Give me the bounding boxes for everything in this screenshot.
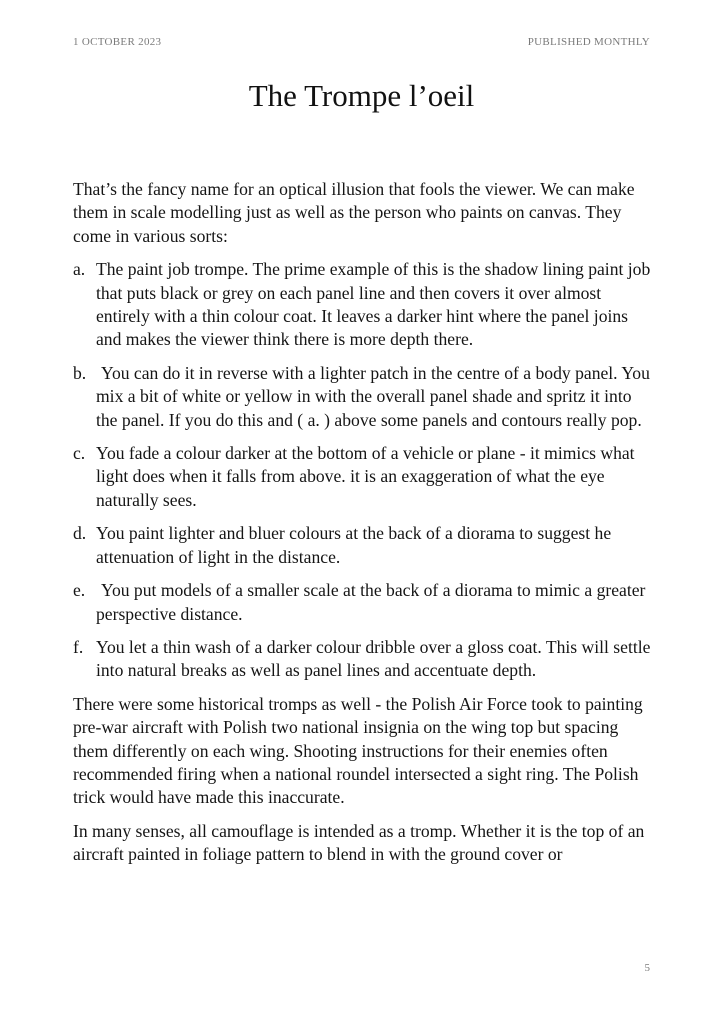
list-item-text: You fade a colour darker at the bottom of a vehicle or plane - it mimics what light does when it falls from above. it is an exaggeration of what the eye naturally sees.	[96, 443, 635, 510]
list-item-text: You can do it in reverse with a lighter patch in the centre of a body panel. You mix a bit of white or yellow in with the overall panel shade and spritz it into the panel. If you do this and ( a. ) above some panels and contours really pop.	[96, 362, 650, 430]
technique-list	[73, 258, 653, 683]
camouflage-paragraph: In many senses, all camouflage is intended as a tromp. Whether it is the top of an aircraft painted in foliage pattern to blend in with the ground cover or	[73, 820, 645, 865]
list-item	[73, 579, 653, 626]
issue-date: 1 OCTOBER 2023	[73, 36, 162, 48]
list-marker: f.	[73, 636, 84, 657]
article-body	[73, 178, 653, 877]
intro-paragraph: That’s the fancy name for an optical illusion that fools the viewer. We can make them in scale modelling just as well as the person who paints on canvas. They come in various sorts:	[73, 179, 635, 246]
page-number: 5	[644, 962, 650, 974]
list-item	[73, 636, 653, 683]
list-item-text: You let a thin wash of a darker colour dribble over a gloss coat. This will settle into natural breaks as well as panel lines and accentuate depth.	[96, 636, 651, 681]
list-marker: d.	[73, 523, 87, 544]
list-item	[73, 442, 653, 512]
article-title: The Trompe l’oeil	[248, 78, 475, 113]
list-item-text: You put models of a smaller scale at the back of a diorama to mimic a greater perspective distance.	[96, 580, 646, 624]
list-item-text: You paint lighter and bluer colours at the back of a diorama to suggest he attenuation of light in the distance.	[96, 523, 612, 567]
list-item	[73, 522, 653, 569]
publication-frequency: PUBLISHED MONTHLY	[527, 36, 650, 48]
historical-paragraph: There were some historical tromps as well - the Polish Air Force took to painting pre-war aircraft with Polish two national insignia on the wing top but spacing them differently on each wing. Shooting instructions for their enemies often recommended firing when a national roundel intersected a sight ring. The Polish trick would have made this inaccurate.	[73, 693, 643, 808]
list-item	[73, 362, 653, 432]
list-marker: b.	[73, 362, 87, 383]
page-header	[73, 36, 650, 48]
list-item-text: The paint job trompe. The prime example of this is the shadow lining paint job that puts black or grey on each panel line and then covers it over almost entirely with a thin colour coat. It leaves a darker hint where the panel joins and makes the viewer think there is more depth there.	[96, 259, 651, 350]
list-marker: a.	[73, 259, 86, 280]
list-item	[73, 258, 653, 352]
list-marker: c.	[73, 443, 86, 464]
list-marker: e.	[73, 580, 86, 601]
